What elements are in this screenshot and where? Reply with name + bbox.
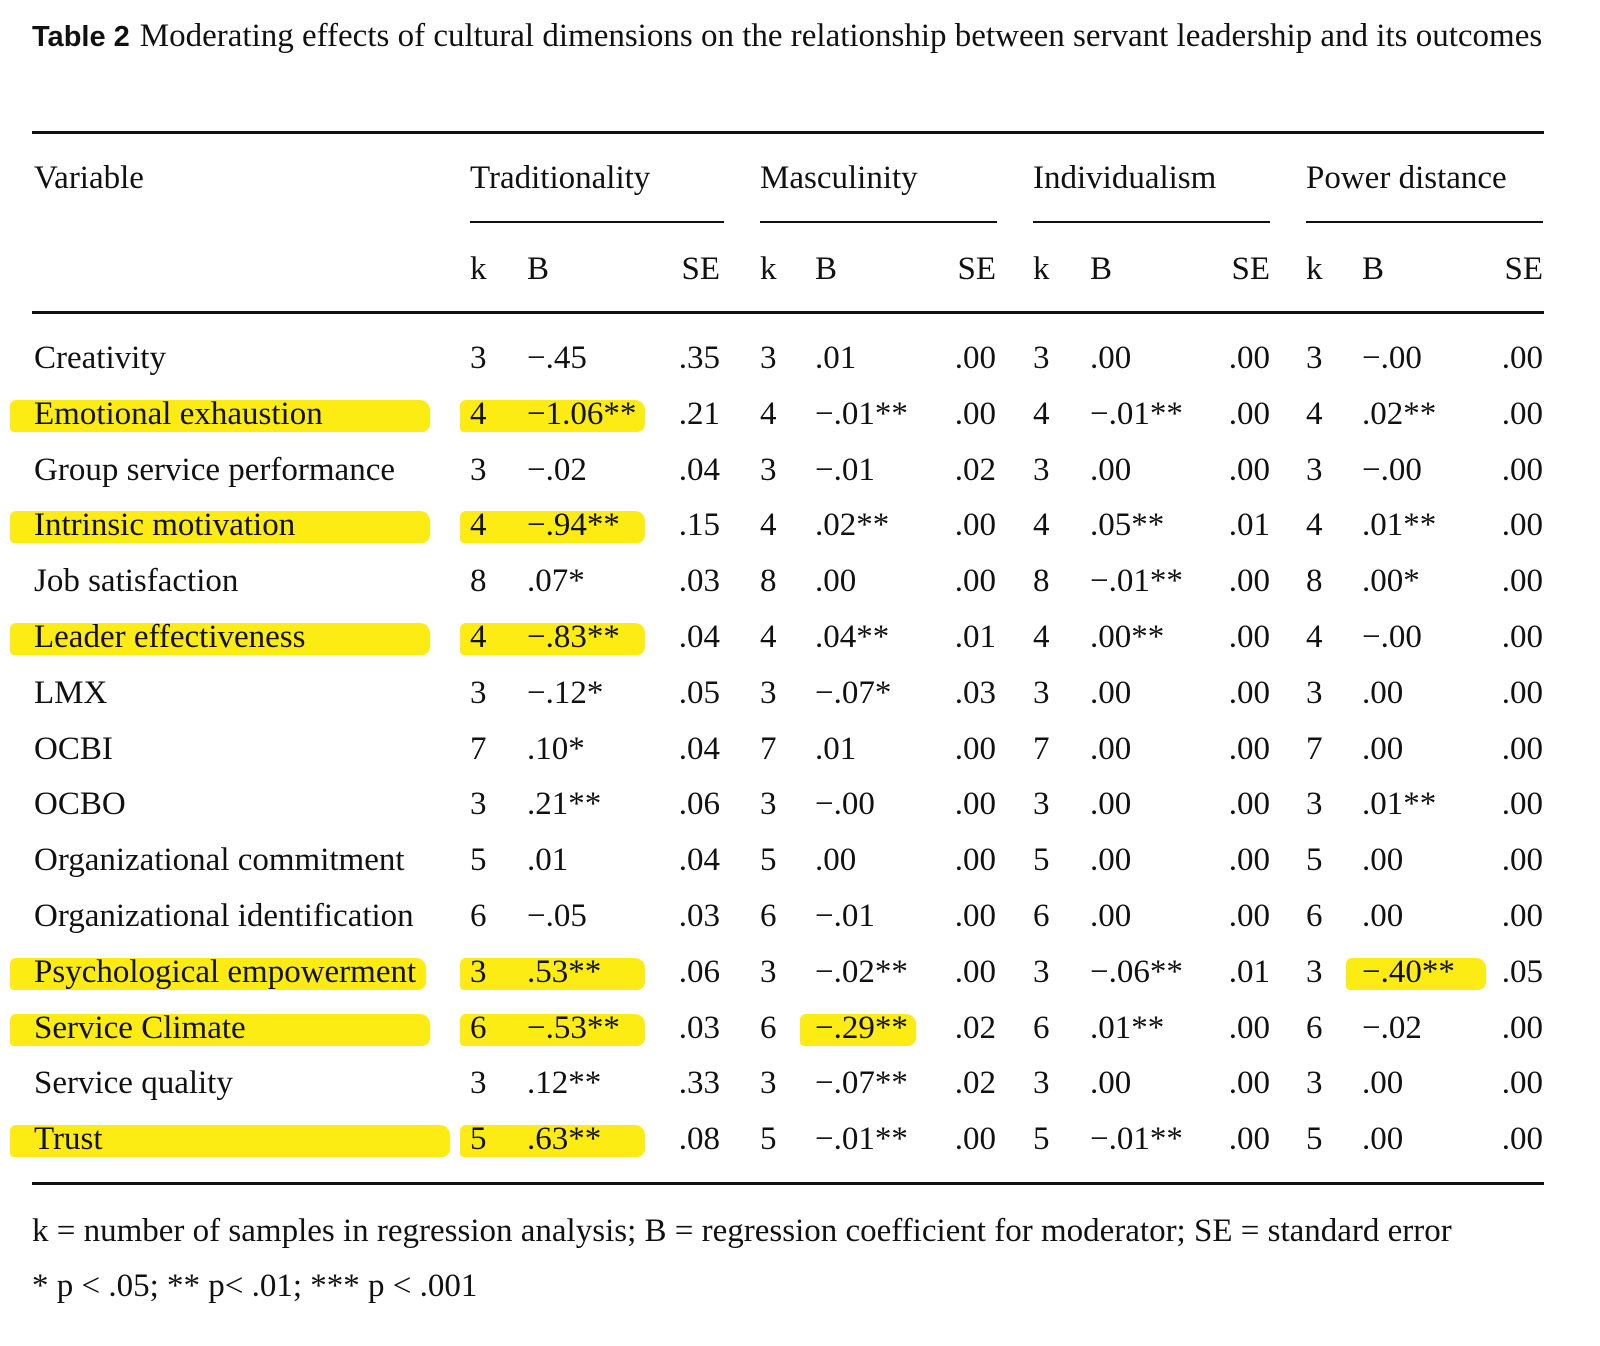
cell-se: .00 [1228, 842, 1270, 879]
cell-b: −.29** [815, 1009, 908, 1046]
cell-b: .07* [527, 563, 585, 600]
cell-b: .00 [1362, 1121, 1404, 1158]
cell-se: .06 [678, 953, 720, 990]
cell-b: .05** [1090, 507, 1165, 544]
cell-se: .00 [1228, 1009, 1270, 1046]
header-group: Traditionality [470, 160, 651, 196]
subheader-k: k [470, 251, 487, 287]
cell-se: .35 [678, 340, 720, 376]
group-underline [1033, 221, 1270, 223]
cell-se: .04 [678, 451, 720, 488]
cell-se: .00 [954, 507, 996, 544]
cell-b: −.07* [815, 674, 892, 711]
subheader-se: SE [957, 251, 996, 287]
cell-b: .00 [1362, 674, 1404, 711]
subheader-se: SE [1231, 251, 1270, 287]
cell-b: .00* [1362, 563, 1420, 600]
cell-b: −.05 [527, 898, 587, 934]
cell-b: −.00 [1362, 340, 1422, 376]
cell-se: .00 [954, 730, 996, 767]
subheader-k: k [1033, 251, 1050, 287]
cell-k: 5 [1033, 1121, 1050, 1158]
header-group: Power distance [1306, 160, 1507, 196]
cell-b: −.01** [1090, 395, 1183, 432]
cell-se: .00 [1228, 786, 1270, 823]
cell-b: .00** [1090, 619, 1165, 655]
row-variable-label: Organizational commitment [34, 842, 405, 879]
cell-b: .63** [527, 1121, 602, 1158]
cell-se: .00 [1501, 563, 1543, 600]
cell-se: .01 [954, 619, 996, 655]
cell-se: .06 [678, 786, 720, 823]
cell-se: .00 [954, 898, 996, 934]
cell-se: .02 [954, 1065, 996, 1102]
cell-k: 5 [760, 842, 777, 879]
cell-b: .01** [1090, 1009, 1165, 1046]
cell-se: .01 [1228, 953, 1270, 990]
subheader-k: k [1306, 251, 1323, 287]
cell-k: 5 [470, 842, 487, 879]
cell-k: 4 [470, 395, 487, 432]
row-variable-label: OCBO [34, 786, 126, 823]
cell-b: −.01** [815, 1121, 908, 1158]
cell-se: .21 [678, 395, 720, 432]
cell-se: .00 [954, 1121, 996, 1158]
cell-se: .00 [1501, 786, 1543, 823]
cell-se: .00 [1501, 1009, 1543, 1046]
cell-se: .00 [1501, 395, 1543, 432]
cell-b: −.02** [815, 953, 908, 990]
cell-k: 6 [760, 1009, 777, 1046]
cell-k: 4 [470, 507, 487, 544]
cell-k: 5 [1306, 842, 1323, 879]
cell-k: 3 [1033, 953, 1050, 990]
cell-k: 3 [1306, 340, 1323, 376]
cell-b: −.00 [815, 786, 875, 823]
cell-k: 4 [1306, 507, 1323, 544]
cell-b: −.01 [815, 451, 875, 488]
cell-k: 6 [1306, 1009, 1323, 1046]
cell-se: .02 [954, 1009, 996, 1046]
cell-k: 3 [1033, 451, 1050, 488]
cell-b: .01 [815, 730, 857, 767]
cell-se: .05 [678, 674, 720, 711]
cell-se: .00 [954, 563, 996, 600]
cell-se: .00 [1228, 730, 1270, 767]
cell-se: .00 [954, 842, 996, 879]
bottom-rule [32, 1182, 1544, 1185]
cell-se: .00 [1228, 1065, 1270, 1102]
cell-b: .00 [1090, 786, 1132, 823]
cell-b: −.02 [1362, 1009, 1422, 1046]
cell-b: .00 [1090, 1065, 1132, 1102]
cell-b: −.01** [815, 395, 908, 432]
cell-se: .03 [678, 1009, 720, 1046]
cell-k: 4 [1033, 507, 1050, 544]
cell-b: .00 [1362, 1065, 1404, 1102]
subheader-se: SE [681, 251, 720, 287]
cell-se: .03 [954, 674, 996, 711]
cell-b: −.45 [527, 340, 587, 376]
cell-se: .01 [1228, 507, 1270, 544]
cell-se: .00 [1228, 619, 1270, 655]
cell-se: .00 [1501, 1065, 1543, 1102]
cell-k: 6 [1306, 898, 1323, 934]
row-variable-label: Organizational identification [34, 898, 414, 934]
cell-se: .04 [678, 730, 720, 767]
cell-k: 4 [760, 507, 777, 544]
cell-k: 7 [1306, 730, 1323, 767]
cell-b: .00 [815, 563, 857, 600]
row-variable-label: LMX [34, 674, 108, 711]
cell-k: 3 [1033, 674, 1050, 711]
cell-k: 4 [1306, 395, 1323, 432]
cell-b: −.07** [815, 1065, 908, 1102]
cell-k: 7 [1033, 730, 1050, 767]
cell-se: .00 [1228, 563, 1270, 600]
cell-k: 5 [760, 1121, 777, 1158]
cell-k: 7 [760, 730, 777, 767]
cell-k: 3 [760, 451, 777, 488]
cell-se: .00 [1501, 619, 1543, 655]
cell-b: −.00 [1362, 451, 1422, 488]
cell-b: −.01** [1090, 1121, 1183, 1158]
cell-se: .00 [1501, 507, 1543, 544]
cell-se: .00 [954, 340, 996, 376]
cell-b: .02** [815, 507, 890, 544]
cell-k: 8 [760, 563, 777, 600]
cell-k: 4 [760, 619, 777, 655]
header-rule [32, 311, 1544, 314]
cell-se: .00 [1501, 898, 1543, 934]
cell-k: 7 [470, 730, 487, 767]
cell-b: .02** [1362, 395, 1437, 432]
cell-k: 3 [1306, 451, 1323, 488]
cell-se: .03 [678, 898, 720, 934]
header-group: Masculinity [760, 160, 918, 196]
cell-b: .01 [527, 842, 569, 879]
row-variable-label: Leader effectiveness [34, 619, 306, 655]
cell-k: 3 [760, 1065, 777, 1102]
cell-b: .00 [1090, 451, 1132, 488]
footnote-abbreviations: k = number of samples in regression analysis; B = regression coefficient for moderator; SE = standard error [32, 1213, 1452, 1249]
cell-b: .00 [1362, 730, 1404, 767]
cell-k: 3 [470, 340, 487, 376]
cell-b: −.02 [527, 451, 587, 488]
cell-b: −.00 [1362, 619, 1422, 655]
cell-k: 5 [1306, 1121, 1323, 1158]
cell-b: .00 [1090, 340, 1132, 376]
cell-se: .00 [954, 395, 996, 432]
subheader-b: B [1090, 251, 1113, 287]
cell-k: 3 [1306, 786, 1323, 823]
cell-se: .00 [1228, 1121, 1270, 1158]
cell-k: 3 [1306, 953, 1323, 990]
row-variable-label: Service Climate [34, 1009, 246, 1046]
cell-se: .04 [678, 842, 720, 879]
header-group: Individualism [1033, 160, 1217, 196]
cell-k: 8 [470, 563, 487, 600]
cell-k: 4 [1033, 619, 1050, 655]
cell-se: .00 [1501, 451, 1543, 488]
cell-k: 8 [1033, 563, 1050, 600]
cell-k: 3 [760, 340, 777, 376]
cell-b: .53** [527, 953, 602, 990]
cell-se: .00 [954, 953, 996, 990]
cell-b: .00 [1090, 674, 1132, 711]
cell-se: .00 [1501, 1121, 1543, 1158]
cell-k: 6 [760, 898, 777, 934]
cell-k: 6 [470, 898, 487, 934]
cell-k: 5 [470, 1121, 487, 1158]
cell-b: −.01** [1090, 563, 1183, 600]
cell-k: 3 [760, 953, 777, 990]
cell-b: −.01 [815, 898, 875, 934]
cell-b: .00 [1090, 842, 1132, 879]
subheader-k: k [760, 251, 777, 287]
cell-k: 4 [1033, 395, 1050, 432]
row-variable-label: OCBI [34, 730, 113, 767]
top-rule [32, 131, 1544, 134]
cell-k: 3 [1306, 1065, 1323, 1102]
cell-b: −1.06** [527, 395, 637, 432]
cell-se: .33 [678, 1065, 720, 1102]
cell-b: .00 [1090, 898, 1132, 934]
cell-b: .00 [1362, 842, 1404, 879]
cell-se: .03 [678, 563, 720, 600]
cell-se: .00 [1228, 340, 1270, 376]
cell-b: −.53** [527, 1009, 620, 1046]
cell-b: −.12* [527, 674, 604, 711]
cell-k: 3 [470, 953, 487, 990]
cell-b: .10* [527, 730, 585, 767]
cell-se: .00 [1228, 395, 1270, 432]
cell-se: .00 [1501, 674, 1543, 711]
row-variable-label: Group service performance [34, 451, 395, 488]
cell-k: 3 [470, 451, 487, 488]
cell-se: .15 [678, 507, 720, 544]
cell-k: 5 [1033, 842, 1050, 879]
header-variable: Variable [34, 160, 144, 196]
cell-k: 3 [760, 786, 777, 823]
cell-k: 6 [1033, 898, 1050, 934]
cell-se: .08 [678, 1121, 720, 1158]
cell-b: .00 [815, 842, 857, 879]
row-variable-label: Creativity [34, 340, 166, 376]
table-label: Table 2 [32, 21, 130, 53]
cell-k: 4 [470, 619, 487, 655]
subheader-b: B [1362, 251, 1385, 287]
footnote-significance: * p < .05; ** p< .01; *** p < .001 [32, 1268, 478, 1304]
cell-k: 3 [1033, 1065, 1050, 1102]
cell-k: 8 [1306, 563, 1323, 600]
cell-b: .04** [815, 619, 890, 655]
cell-b: −.06** [1090, 953, 1183, 990]
row-variable-label: Emotional exhaustion [34, 395, 323, 432]
row-variable-label: Service quality [34, 1065, 233, 1102]
row-variable-label: Psychological empowerment [34, 953, 417, 990]
cell-se: .04 [678, 619, 720, 655]
cell-k: 3 [1033, 786, 1050, 823]
cell-k: 3 [1306, 674, 1323, 711]
row-variable-label: Trust [34, 1121, 103, 1158]
cell-b: .01 [815, 340, 857, 376]
cell-b: .00 [1090, 730, 1132, 767]
cell-b: .21** [527, 786, 602, 823]
cell-k: 6 [1033, 1009, 1050, 1046]
row-variable-label: Intrinsic motivation [34, 507, 296, 544]
cell-b: .12** [527, 1065, 602, 1102]
cell-se: .00 [1228, 898, 1270, 934]
row-variable-label: Job satisfaction [34, 563, 239, 600]
group-underline [760, 221, 997, 223]
cell-b: .01** [1362, 786, 1437, 823]
cell-b: −.83** [527, 619, 620, 655]
cell-b: −.40** [1362, 953, 1455, 990]
table-caption [32, 14, 1552, 59]
cell-se: .05 [1501, 953, 1543, 990]
cell-k: 3 [470, 674, 487, 711]
subheader-b: B [527, 251, 550, 287]
cell-se: .02 [954, 451, 996, 488]
cell-k: 3 [1033, 340, 1050, 376]
cell-se: .00 [1501, 842, 1543, 879]
cell-se: .00 [1501, 340, 1543, 376]
cell-k: 3 [470, 786, 487, 823]
cell-k: 4 [760, 395, 777, 432]
cell-se: .00 [1228, 674, 1270, 711]
cell-b: −.94** [527, 507, 620, 544]
subheader-b: B [815, 251, 838, 287]
cell-se: .00 [954, 786, 996, 823]
cell-k: 3 [760, 674, 777, 711]
subheader-se: SE [1504, 251, 1543, 287]
cell-k: 6 [470, 1009, 487, 1046]
cell-k: 3 [470, 1065, 487, 1102]
group-underline [1306, 221, 1543, 223]
caption-text: Moderating effects of cultural dimensions on the relationship between servant leadership and its outcomes [139, 18, 1543, 54]
group-underline [470, 221, 724, 223]
cell-b: .00 [1362, 898, 1404, 934]
cell-k: 4 [1306, 619, 1323, 655]
cell-b: .01** [1362, 507, 1437, 544]
cell-se: .00 [1501, 730, 1543, 767]
cell-se: .00 [1228, 451, 1270, 488]
